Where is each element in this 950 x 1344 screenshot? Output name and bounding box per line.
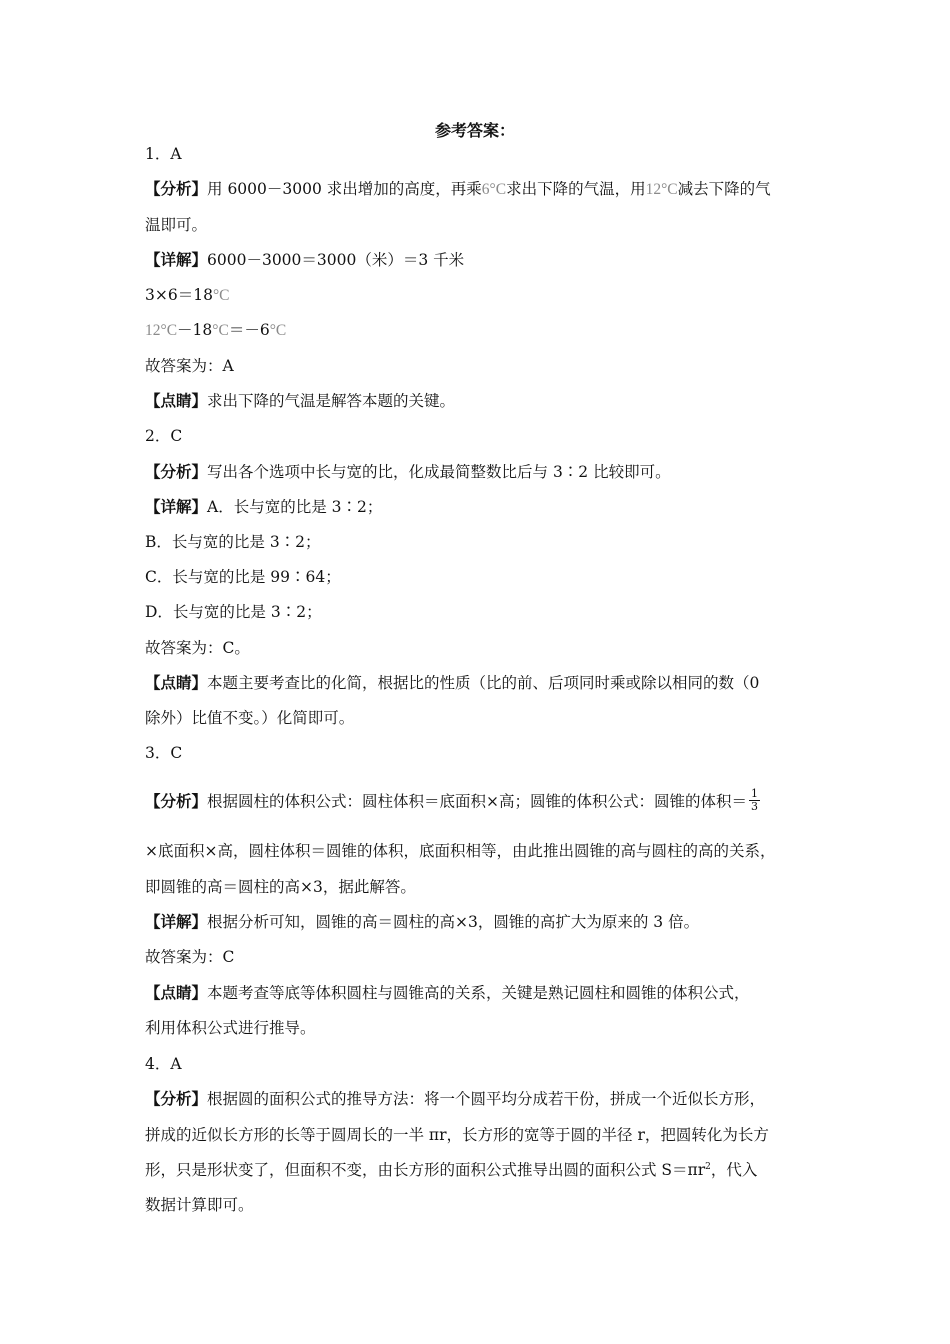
q1-calc-2-a: 12°C — [145, 322, 178, 339]
q3-detail — [145, 912, 699, 932]
q3-analysis-line-2: ×底面积×高，圆柱体积＝圆锥的体积，底面积相等，由此推出圆锥的高与圆柱的高的关系， — [145, 842, 776, 860]
detail-tag: 【详解】 — [145, 250, 208, 269]
q1-analysis-line-2: 温即可。 — [145, 216, 208, 234]
q2-answer: 故答案为：C。 — [145, 639, 250, 657]
point-tag: 【点睛】 — [145, 673, 208, 692]
q3-answer: 故答案为：C — [145, 948, 235, 966]
q4-analysis-line-4: 数据计算即可。 — [145, 1196, 254, 1214]
q2-head: 2．C — [145, 427, 183, 445]
fraction-one-third — [749, 788, 760, 813]
q2-option-b: B．长与宽的比是 3∶2； — [145, 533, 321, 551]
q4-analysis — [145, 1089, 765, 1109]
q3-point-text: 本题考查等底等体积圆柱与圆锥高的关系，关键是熟记圆柱和圆锥的体积公式， — [207, 984, 750, 1002]
q2-point-text: 本题主要考查比的化简，根据比的性质（比的前、后项同时乘或除以相同的数（0 — [207, 674, 760, 692]
fraction-denominator: 3 — [751, 800, 759, 813]
q1-analysis-text-3: 减去下降的气 — [677, 180, 771, 198]
q3-detail-text: 根据分析可知，圆锥的高＝圆柱的高×3，圆锥的高扩大为原来的 3 倍。 — [207, 913, 700, 931]
q3-head: 3．C — [145, 744, 183, 762]
q2-analysis — [145, 462, 671, 482]
q2-point — [145, 673, 759, 693]
superscript-2: 2 — [705, 1161, 711, 1172]
q3-analysis-line-3: 即圆锥的高＝圆柱的高×3，据此解答。 — [145, 878, 416, 896]
q1-answer: 故答案为：A — [145, 357, 234, 375]
q1-calc-2-d: ＝－6 — [228, 321, 270, 339]
q1-calc-2 — [145, 320, 286, 341]
q2-option-c: C．长与宽的比是 99∶64； — [145, 568, 341, 586]
point-tag: 【点睛】 — [145, 391, 208, 410]
q2-analysis-text: 写出各个选项中长与宽的比，化成最简整数比后与 3∶2 比较即可。 — [207, 463, 671, 481]
detail-tag: 【详解】 — [145, 497, 208, 516]
point-tag: 【点睛】 — [145, 983, 208, 1002]
q1-analysis-text: 用 6000－3000 求出增加的高度，再乘 — [207, 180, 482, 198]
q4-analysis-text: 根据圆的面积公式的推导方法：将一个圆平均分成若干份，拼成一个近似长方形， — [207, 1090, 766, 1108]
q1-calc-1-text: 3×6＝18 — [145, 286, 213, 304]
analysis-tag: 【分析】 — [145, 791, 208, 811]
q1-calc-2-e: °C — [269, 322, 287, 339]
q1-calc-1-unit: °C — [212, 287, 230, 304]
q2-detail — [145, 497, 382, 517]
q1-detail-text: 6000－3000＝3000（米）＝3 千米 — [207, 251, 465, 269]
q4-analysis-line-3-tail: ，代入 — [710, 1161, 758, 1179]
q1-calc-2-c: °C — [212, 322, 229, 339]
page-title: 参考答案： — [434, 121, 515, 140]
q2-detail-text: A．长与宽的比是 3∶2； — [207, 498, 383, 516]
q4-analysis-line-2: 拼成的近似长方形的长等于圆周长的一半 πr，长方形的宽等于圆的半径 r，把圆转化为长方 — [145, 1126, 769, 1144]
analysis-tag: 【分析】 — [145, 1089, 208, 1108]
q1-temp-12: 12°C — [645, 181, 678, 198]
q1-temp-6: 6°C — [481, 181, 507, 198]
q1-head: 1．A — [145, 145, 182, 163]
q1-calc-2-b: －18 — [177, 321, 213, 339]
q1-analysis — [145, 179, 771, 200]
q3-analysis — [145, 787, 760, 815]
fraction-numerator: 1 — [751, 787, 759, 800]
analysis-tag: 【分析】 — [145, 179, 208, 198]
q3-analysis-text: 根据圆柱的体积公式：圆柱体积＝底面积×高；圆锥的体积公式：圆锥的体积＝ — [207, 792, 748, 811]
q3-point-line-2: 利用体积公式进行推导。 — [145, 1019, 316, 1037]
q1-point — [145, 391, 455, 411]
q3-point — [145, 983, 750, 1003]
q2-option-d: D．长与宽的比是 3∶2； — [145, 603, 322, 621]
analysis-tag: 【分析】 — [145, 462, 208, 481]
q4-analysis-line-3-text: 形，只是形状变了，但面积不变，由长方形的面积公式推导出圆的面积公式 S＝πr — [145, 1161, 706, 1179]
q1-calc-1 — [145, 285, 229, 306]
q4-analysis-line-3 — [145, 1160, 757, 1180]
detail-tag: 【详解】 — [145, 912, 208, 931]
q1-point-text: 求出下降的气温是解答本题的关键。 — [207, 392, 456, 410]
q2-point-line-2: 除外）比值不变。）化简即可。 — [145, 709, 355, 727]
q4-head: 4．A — [145, 1055, 182, 1073]
q1-analysis-text-2: 求出下降的气温，用 — [506, 180, 646, 198]
q1-detail — [145, 250, 464, 270]
